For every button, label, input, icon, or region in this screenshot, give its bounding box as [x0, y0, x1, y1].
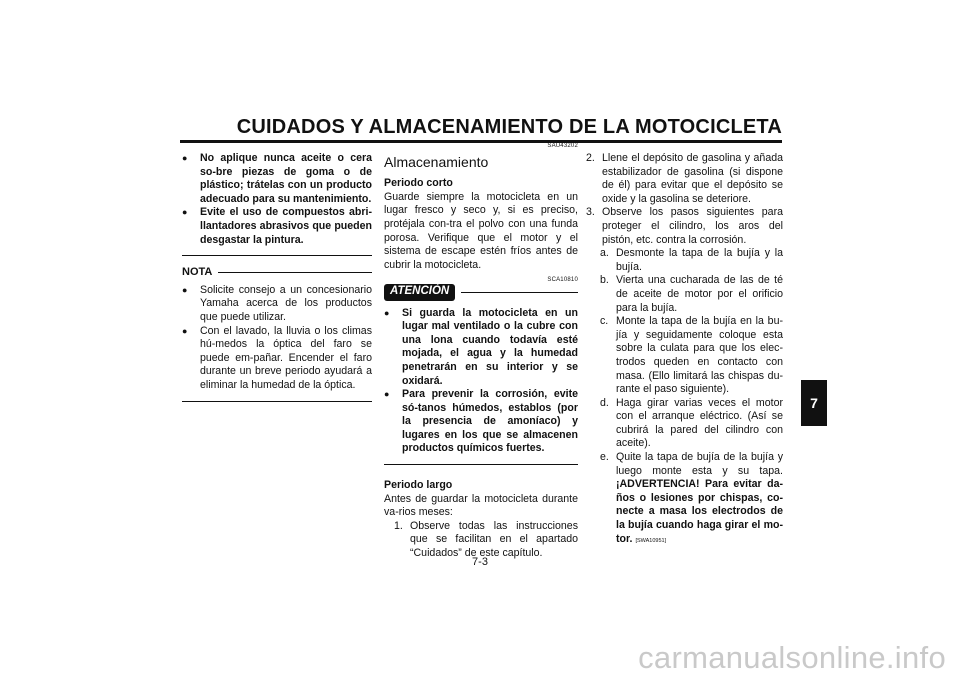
sub-step-letter: b.: [600, 274, 609, 287]
watermark: carmanualsonline.info: [638, 640, 946, 675]
sub-step-text: [616, 451, 783, 548]
chapter-tab: 7: [801, 380, 827, 426]
bullet-text: Solicite consejo a un concesionario Yamaha acerca de los productos que puede utilizar.: [200, 283, 372, 323]
bullet-icon: ●: [384, 307, 390, 318]
step-number: 3.: [586, 206, 595, 219]
step-text: Llene el depósito de gasolina y añada estabilizador de gasolina (si dispone de él) para evitar que el depósito se oxide y la gasolina se deteriore.: [602, 152, 783, 205]
sub-step-letter: c.: [600, 315, 609, 328]
list-item: [384, 520, 578, 561]
sub-step-text: Vierta una cucharada de las de té de aceite de motor por el orificio para la bujía.: [616, 274, 783, 314]
column-3: [586, 152, 783, 548]
divider: [461, 292, 578, 293]
divider: [182, 255, 372, 256]
step-text: Observe todas las instrucciones que se facilitan en el apartado “Cuidados” de este capítulo.: [410, 519, 578, 560]
inline-warning: ¡ADVERTENCIA! Para evitar da-ños o lesiones por chispas, co-necte a masa los electrodos de la bujía cuando haga girar el mo-tor.: [616, 478, 783, 545]
step-number: 2.: [586, 152, 595, 164]
list-item: [586, 247, 783, 274]
sub-step-text: Haga girar varias veces el motor con el arranque eléctrico. (Así se cubrirá la pared del cilindro con aceite).: [616, 396, 783, 450]
divider: [384, 464, 578, 465]
bullet-text: Si guarda la motocicleta en un lugar mal ventilado o la cubre con una lona cuando todavía esté mojada, el agua y la humedad penetrarán en su interior y se oxidará.: [402, 306, 578, 387]
nota-label: NOTA: [182, 266, 213, 279]
step-number: 1.: [394, 519, 403, 532]
page-title: CUIDADOS Y ALMACENAMIENTO DE LA MOTOCICLETA: [236, 116, 782, 138]
bullet-text: No aplique nunca aceite o cera so-bre piezas de goma o de plástico; trátelas con un producto adecuado para su mantenimiento.: [200, 152, 372, 205]
list-item: [384, 388, 578, 456]
divider: [182, 401, 372, 402]
warning-badge: ATENCIÓN: [384, 284, 455, 301]
list-item: [384, 307, 578, 389]
warning-code: [SWA10951]: [635, 537, 667, 544]
warning-code: SCA10810: [547, 277, 578, 284]
list-item: [182, 206, 372, 247]
sub-step-letter: d.: [600, 396, 609, 409]
list-item: [586, 397, 783, 451]
list-item: [586, 315, 783, 397]
subheading: Periodo corto: [384, 177, 453, 190]
step-text: Observe los pasos siguientes para proteger el cilindro, los aros del pistón, etc. contra la corrosión.: [602, 206, 783, 246]
page-number: 7-3: [472, 556, 488, 568]
nota-header: [182, 266, 372, 280]
bullet-text: Con el lavado, la lluvia o los climas hú-medos la óptica del faro se puede em-pañar. Encender el faro durante un breve periodo ayudará a eliminar la humedad de la óptica.: [200, 324, 372, 391]
column-2: [384, 140, 578, 561]
bullet-text: Evite el uso de compuestos abri-llantadores abrasivos que pueden desgastar la pintura.: [200, 206, 372, 246]
bullet-icon: ●: [182, 207, 188, 218]
bullet-icon: ●: [384, 389, 390, 400]
list-item: [182, 325, 372, 393]
divider: [218, 272, 372, 273]
paragraph: Antes de guardar la motocicleta durante va-rios meses:: [384, 492, 578, 519]
section-code: SAU43202: [547, 143, 578, 149]
bullet-icon: ●: [182, 325, 188, 336]
section-title: Almacenamiento: [384, 153, 489, 170]
subheading: Periodo largo: [384, 479, 453, 492]
bullet-icon: ●: [182, 284, 188, 295]
sub-step-body: Quite la tapa de bujía de la bujía y luego monte esta y su tapa.: [616, 451, 783, 477]
list-item: [586, 451, 783, 548]
column-1: [182, 152, 372, 408]
bullet-icon: ●: [182, 153, 188, 163]
sub-step-letter: a.: [600, 247, 609, 260]
list-item: [586, 274, 783, 315]
list-item: [586, 206, 783, 247]
list-item: [182, 284, 372, 325]
bullet-text: Para prevenir la corrosión, evite só-tanos húmedos, establos (por la presencia de amoníaco) y lugares en los que se almacenen productos químicos fuertes.: [402, 388, 578, 455]
sub-step-letter: e.: [600, 451, 609, 464]
paragraph: Guarde siempre la motocicleta en un lugar fresco y seco y, si es preciso, protéjala con-tra el polvo con una funda porosa. Verifique que el motor y el sistema de escape estén fríos antes de cubrir la motocicleta.: [384, 190, 578, 271]
list-item: [586, 152, 783, 206]
sub-step-text: Monte la tapa de la bujía en la bu-jía y seguidamente coloque esta sobre la culata para que los elec-trodos queden en contacto con masa. (Ello limitará las chispas du-rante el paso siguiente).: [616, 315, 783, 396]
sub-step-text: Desmonte la tapa de la bujía y la bujía.: [616, 247, 783, 273]
list-item: [182, 152, 372, 206]
